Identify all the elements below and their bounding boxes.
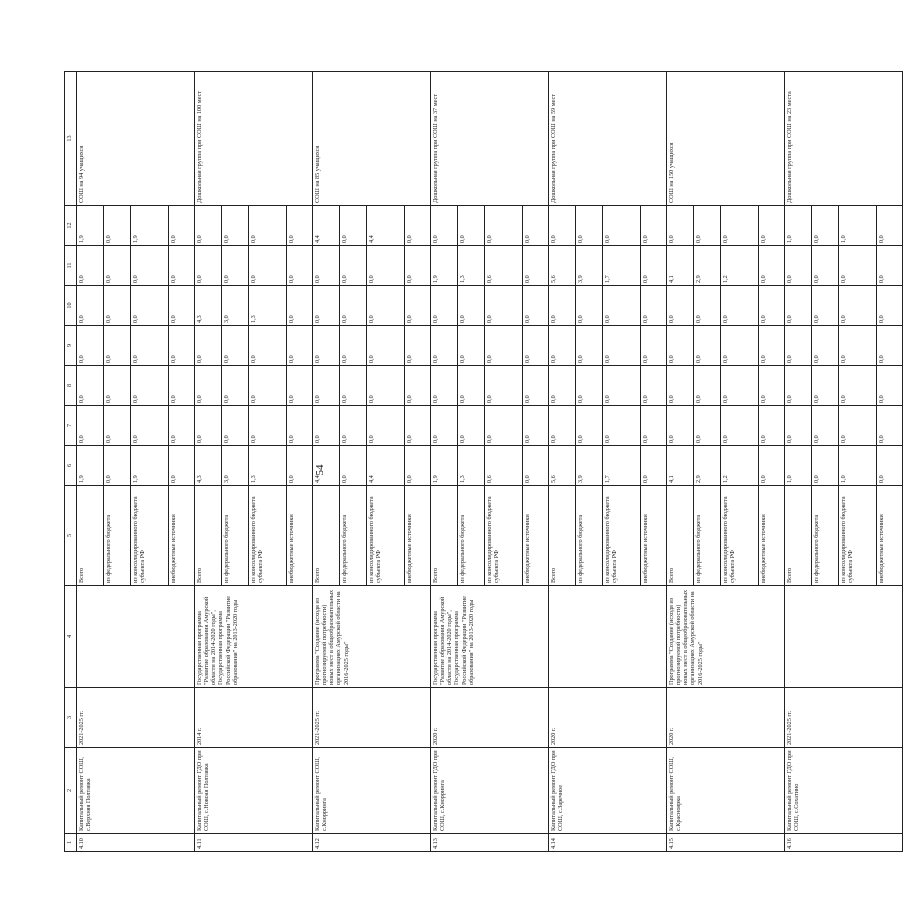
period-cell: 2014 г. — [195, 688, 313, 748]
funding-source-cell: из консолидированного бюджета субъекта РФ — [131, 486, 169, 586]
column-number: 3 — [65, 688, 77, 748]
value-cell: 0,0 — [603, 326, 641, 366]
value-cell: 0,0 — [131, 286, 169, 326]
program-cell: Программа "Создание (исходя из прогнозируемой потребности) новых мест в общеобразовательных организациях Амурской области на 2016-2025 годы" — [313, 586, 431, 688]
note-cell: СОШ на 94 учащихся — [77, 72, 195, 206]
value-cell: 0,0 — [485, 366, 523, 406]
value-cell: 0,0 — [523, 286, 549, 326]
value-cell: 1,3 — [249, 446, 287, 486]
program-cell: Государственная программа "Развитие образования Амурской области на 2014-2020 годы", Государственная программа Российской Федерации "Развитие образования" на 2013-2020 годы — [195, 586, 313, 688]
column-number: 4 — [65, 586, 77, 688]
object-name-cell: Капитальный ремонт ГДО при СОШ, с.Кнорринга — [431, 748, 549, 834]
value-cell: 0,0 — [759, 286, 785, 326]
value-cell: 0,0 — [104, 366, 131, 406]
value-cell: 0,0 — [431, 406, 458, 446]
value-cell: 3,9 — [576, 246, 603, 286]
value-cell: 0,0 — [313, 326, 340, 366]
value-cell: 0,0 — [405, 446, 431, 486]
value-cell: 0,0 — [367, 326, 405, 366]
value-cell: 0,0 — [812, 406, 839, 446]
period-cell: 2021-2025 гг. — [77, 688, 195, 748]
value-cell: 0,0 — [523, 326, 549, 366]
value-cell: 0,0 — [431, 286, 458, 326]
item-number-cell: 4.13 — [431, 834, 549, 852]
rotated-landscape-table-page — [64, 72, 885, 852]
period-cell: 2020 г. — [549, 688, 667, 748]
value-cell: 0,0 — [667, 206, 694, 246]
value-cell: 0,0 — [77, 246, 104, 286]
value-cell: 0,0 — [104, 286, 131, 326]
funding-source-cell: внебюджетные источники — [287, 486, 313, 586]
value-cell: 0,0 — [839, 326, 877, 366]
item-number-cell: 4.12 — [313, 834, 431, 852]
column-number: 5 — [65, 486, 77, 586]
value-cell: 0,0 — [812, 246, 839, 286]
value-cell: 0,0 — [485, 326, 523, 366]
value-cell: 0,0 — [485, 286, 523, 326]
value-cell: 0,0 — [249, 206, 287, 246]
value-cell: 0,0 — [104, 246, 131, 286]
column-number: 8 — [65, 366, 77, 406]
value-cell: 0,0 — [340, 446, 367, 486]
value-cell: 0,0 — [759, 326, 785, 366]
column-number: 1 — [65, 834, 77, 852]
value-cell: 0,0 — [104, 406, 131, 446]
value-cell: 0,0 — [603, 366, 641, 406]
value-cell: 1,2 — [721, 446, 759, 486]
value-cell: 3,0 — [222, 286, 249, 326]
value-cell: 0,0 — [603, 286, 641, 326]
value-cell: 0,0 — [667, 286, 694, 326]
value-cell: 0,0 — [576, 406, 603, 446]
value-cell: 0,0 — [759, 246, 785, 286]
value-cell: 1,9 — [77, 446, 104, 486]
value-cell: 0,0 — [287, 246, 313, 286]
value-cell: 0,0 — [759, 446, 785, 486]
value-cell: 0,0 — [405, 406, 431, 446]
item-number-cell: 4.16 — [785, 834, 903, 852]
table-row — [77, 72, 104, 852]
value-cell: 1,2 — [721, 246, 759, 286]
value-cell: 0,0 — [222, 206, 249, 246]
value-cell: 0,0 — [641, 406, 667, 446]
value-cell: 0,0 — [195, 206, 222, 246]
value-cell: 0,0 — [877, 326, 903, 366]
value-cell: 0,0 — [523, 406, 549, 446]
value-cell: 0,0 — [458, 366, 485, 406]
value-cell: 0,0 — [313, 366, 340, 406]
value-cell: 0,0 — [104, 326, 131, 366]
funding-source-cell: внебюджетные источники — [405, 486, 431, 586]
value-cell: 0,0 — [287, 406, 313, 446]
value-cell: 0,0 — [340, 246, 367, 286]
value-cell: 0,0 — [576, 326, 603, 366]
value-cell: 0,0 — [785, 406, 812, 446]
funding-source-cell: Всего — [667, 486, 694, 586]
value-cell: 0,0 — [694, 366, 721, 406]
value-cell: 0,0 — [721, 366, 759, 406]
value-cell: 0,0 — [549, 206, 576, 246]
value-cell: 0,0 — [431, 206, 458, 246]
value-cell: 0,6 — [485, 446, 523, 486]
value-cell: 0,0 — [340, 366, 367, 406]
funding-source-cell: внебюджетные источники — [759, 486, 785, 586]
funding-source-cell: из федерального бюджета — [340, 486, 367, 586]
value-cell: 4,1 — [667, 446, 694, 486]
value-cell: 4,1 — [667, 246, 694, 286]
funding-source-cell: из консолидированного бюджета субъекта РФ — [721, 486, 759, 586]
value-cell: 0,0 — [458, 406, 485, 446]
funding-source-cell: из федерального бюджета — [576, 486, 603, 586]
value-cell: 0,0 — [694, 406, 721, 446]
funding-source-cell: из федерального бюджета — [222, 486, 249, 586]
program-cell — [77, 586, 195, 688]
value-cell: 0,0 — [641, 286, 667, 326]
value-cell: 0,0 — [287, 286, 313, 326]
period-cell: 2020 г. — [431, 688, 549, 748]
table-row — [431, 72, 458, 852]
value-cell: 0,0 — [641, 326, 667, 366]
value-cell: 0,0 — [694, 286, 721, 326]
value-cell: 0,0 — [313, 406, 340, 446]
funding-source-cell: внебюджетные источники — [169, 486, 195, 586]
note-cell: Дошкольная группа при СОШ на 100 мест — [195, 72, 313, 206]
value-cell: 1,7 — [603, 246, 641, 286]
value-cell: 0,0 — [131, 366, 169, 406]
value-cell: 0,0 — [169, 446, 195, 486]
value-cell: 0,0 — [721, 206, 759, 246]
value-cell: 0,0 — [641, 246, 667, 286]
value-cell: 0,0 — [249, 246, 287, 286]
value-cell: 0,0 — [641, 206, 667, 246]
value-cell: 0,0 — [523, 446, 549, 486]
value-cell: 0,0 — [169, 286, 195, 326]
value-cell: 0,0 — [549, 406, 576, 446]
value-cell: 0,6 — [485, 246, 523, 286]
value-cell: 4,4 — [313, 446, 340, 486]
value-cell: 0,0 — [195, 326, 222, 366]
funding-source-cell: из федерального бюджета — [104, 486, 131, 586]
value-cell: 0,0 — [340, 406, 367, 446]
funding-source-cell: Всего — [431, 486, 458, 586]
value-cell: 0,0 — [104, 446, 131, 486]
value-cell: 0,0 — [222, 246, 249, 286]
value-cell: 0,0 — [249, 406, 287, 446]
value-cell: 0,0 — [287, 366, 313, 406]
value-cell: 0,0 — [222, 326, 249, 366]
funding-source-cell: Всего — [549, 486, 576, 586]
program-cell: Государственная программа "Развитие образования Амурской области на 2014-2020 годы", Государственная программа Российской Федерации "Развитие образования" на 2013-2020 годы — [431, 586, 549, 688]
value-cell: 0,0 — [721, 326, 759, 366]
funding-source-cell: из федерального бюджета — [694, 486, 721, 586]
item-number-cell: 4.10 — [77, 834, 195, 852]
value-cell: 0,0 — [877, 206, 903, 246]
value-cell: 0,0 — [249, 366, 287, 406]
value-cell: 0,0 — [77, 366, 104, 406]
object-name-cell: Капитальный ремонт СОШ, с.Кнорринга — [313, 748, 431, 834]
value-cell: 0,0 — [641, 366, 667, 406]
value-cell: 0,0 — [77, 286, 104, 326]
value-cell: 0,0 — [812, 206, 839, 246]
value-cell: 0,0 — [667, 366, 694, 406]
table-body — [77, 72, 903, 852]
value-cell: 0,0 — [131, 246, 169, 286]
value-cell: 0,0 — [839, 406, 877, 446]
value-cell: 0,0 — [458, 286, 485, 326]
value-cell: 0,0 — [523, 206, 549, 246]
column-number: 11 — [65, 246, 77, 286]
value-cell: 0,0 — [759, 206, 785, 246]
value-cell: 0,0 — [367, 246, 405, 286]
value-cell: 0,0 — [576, 286, 603, 326]
value-cell: 0,0 — [287, 206, 313, 246]
value-cell: 0,0 — [694, 206, 721, 246]
funding-source-cell: из консолидированного бюджета субъекта РФ — [249, 486, 287, 586]
value-cell: 0,0 — [785, 366, 812, 406]
funding-source-cell: из консолидированного бюджета субъекта РФ — [603, 486, 641, 586]
value-cell: 0,0 — [405, 326, 431, 366]
value-cell: 0,0 — [485, 206, 523, 246]
object-name-cell: Капитальный ремонт СОШ, с.Верхняя Полтавка — [77, 748, 195, 834]
funding-source-cell: Всего — [313, 486, 340, 586]
period-cell: 2021-2025 гг. — [313, 688, 431, 748]
value-cell: 0,0 — [195, 406, 222, 446]
value-cell: 0,0 — [785, 286, 812, 326]
value-cell: 0,0 — [169, 366, 195, 406]
value-cell: 0,0 — [169, 406, 195, 446]
table-row — [195, 72, 222, 852]
value-cell: 0,0 — [287, 326, 313, 366]
financing-table — [64, 71, 903, 852]
value-cell: 1,0 — [839, 206, 877, 246]
value-cell: 1,3 — [458, 446, 485, 486]
column-number: 2 — [65, 748, 77, 834]
value-cell: 0,0 — [523, 366, 549, 406]
value-cell: 0,0 — [195, 246, 222, 286]
funding-source-cell: из федерального бюджета — [812, 486, 839, 586]
value-cell: 0,0 — [641, 446, 667, 486]
note-cell: Дошкольная группа при СОШ на 23 места — [785, 72, 903, 206]
note-cell: Дошкольная группа при СОШ на 37 мест — [431, 72, 549, 206]
value-cell: 0,0 — [340, 326, 367, 366]
value-cell: 0,0 — [785, 246, 812, 286]
value-cell: 0,0 — [222, 406, 249, 446]
funding-source-cell: внебюджетные источники — [641, 486, 667, 586]
value-cell: 0,0 — [759, 366, 785, 406]
value-cell: 5,6 — [549, 446, 576, 486]
column-number: 13 — [65, 72, 77, 206]
value-cell: 1,9 — [431, 446, 458, 486]
object-name-cell: Капитальный ремонт СОШ, с.Красноярка — [667, 748, 785, 834]
value-cell: 1,3 — [458, 246, 485, 286]
value-cell: 0,0 — [313, 246, 340, 286]
value-cell: 0,0 — [839, 286, 877, 326]
value-cell: 0,0 — [405, 206, 431, 246]
value-cell: 0,0 — [603, 206, 641, 246]
value-cell: 0,0 — [694, 326, 721, 366]
value-cell: 0,0 — [77, 406, 104, 446]
value-cell: 0,0 — [77, 326, 104, 366]
item-number-cell: 4.14 — [549, 834, 667, 852]
funding-source-cell: Всего — [195, 486, 222, 586]
table-row — [549, 72, 576, 852]
program-cell: Программа "Создание (исходя из прогнозируемой потребности) новых мест в общеобразовательных организациях Амурской области на 2016-2025 годы" — [667, 586, 785, 688]
value-cell: 0,0 — [405, 286, 431, 326]
value-cell: 0,0 — [195, 366, 222, 406]
value-cell: 0,0 — [667, 406, 694, 446]
note-cell: СОШ на 85 учащихся — [313, 72, 431, 206]
funding-source-cell: из федерального бюджета — [458, 486, 485, 586]
value-cell: 0,0 — [249, 326, 287, 366]
value-cell: 0,0 — [222, 366, 249, 406]
value-cell: 3,0 — [222, 446, 249, 486]
value-cell: 0,0 — [721, 286, 759, 326]
value-cell: 0,0 — [549, 286, 576, 326]
value-cell: 1,0 — [839, 446, 877, 486]
value-cell: 0,0 — [431, 366, 458, 406]
value-cell: 0,0 — [169, 246, 195, 286]
funding-source-cell: из консолидированного бюджета субъекта РФ — [839, 486, 877, 586]
value-cell: 0,0 — [576, 206, 603, 246]
value-cell: 0,0 — [812, 366, 839, 406]
column-number: 7 — [65, 406, 77, 446]
value-cell: 4,4 — [313, 206, 340, 246]
value-cell: 4,3 — [195, 446, 222, 486]
object-name-cell: Капитальный ремонт ГДО при СОШ, с.Новоая Полтавка — [195, 748, 313, 834]
value-cell: 0,0 — [405, 366, 431, 406]
program-cell — [785, 586, 903, 688]
funding-source-cell: из консолидированного бюджета субъекта РФ — [485, 486, 523, 586]
column-number: 10 — [65, 286, 77, 326]
item-number-cell: 4.15 — [667, 834, 785, 852]
value-cell: 0,0 — [169, 206, 195, 246]
value-cell: 0,0 — [313, 286, 340, 326]
column-number: 6 — [65, 446, 77, 486]
value-cell: 1,0 — [785, 206, 812, 246]
value-cell: 1,3 — [249, 286, 287, 326]
value-cell: 0,0 — [549, 326, 576, 366]
object-name-cell: Капитальный ремонт ГДО при СОШ, с.Сохатино — [785, 748, 903, 834]
value-cell: 0,0 — [340, 206, 367, 246]
value-cell: 0,0 — [340, 286, 367, 326]
value-cell: 3,9 — [576, 446, 603, 486]
value-cell: 4,4 — [367, 446, 405, 486]
value-cell: 0,0 — [877, 286, 903, 326]
value-cell: 4,3 — [195, 286, 222, 326]
funding-source-cell: из консолидированного бюджета субъекта РФ — [367, 486, 405, 586]
item-number-cell: 4.11 — [195, 834, 313, 852]
value-cell: 0,0 — [576, 366, 603, 406]
value-cell: 0,0 — [458, 206, 485, 246]
value-cell: 1,0 — [785, 446, 812, 486]
funding-source-cell: внебюджетные источники — [523, 486, 549, 586]
value-cell: 0,0 — [131, 326, 169, 366]
value-cell: 4,4 — [367, 206, 405, 246]
value-cell: 1,9 — [431, 246, 458, 286]
value-cell: 0,0 — [812, 446, 839, 486]
object-name-cell: Капитальный ремонт ГДО при СОШ, с.Заречное — [549, 748, 667, 834]
value-cell: 0,0 — [523, 246, 549, 286]
note-cell: Дошкольная группа при СОШ на 59 мест — [549, 72, 667, 206]
value-cell: 0,0 — [812, 326, 839, 366]
value-cell: 0,0 — [759, 406, 785, 446]
table-row — [667, 72, 694, 852]
value-cell: 0,0 — [603, 406, 641, 446]
value-cell: 1,9 — [77, 206, 104, 246]
page-number: 54 — [314, 464, 326, 476]
value-cell: 0,0 — [667, 326, 694, 366]
value-cell: 0,0 — [131, 406, 169, 446]
value-cell: 0,0 — [431, 326, 458, 366]
value-cell: 0,0 — [169, 326, 195, 366]
value-cell: 0,0 — [485, 406, 523, 446]
program-cell — [549, 586, 667, 688]
funding-source-cell: Всего — [785, 486, 812, 586]
table-row — [313, 72, 340, 852]
value-cell: 2,9 — [694, 446, 721, 486]
funding-source-cell: Всего — [77, 486, 104, 586]
value-cell: 0,0 — [367, 366, 405, 406]
value-cell: 2,9 — [694, 246, 721, 286]
value-cell: 5,6 — [549, 246, 576, 286]
column-number: 9 — [65, 326, 77, 366]
funding-source-cell: внебюджетные источники — [877, 486, 903, 586]
value-cell: 0,0 — [405, 246, 431, 286]
value-cell: 0,0 — [839, 366, 877, 406]
value-cell: 0,0 — [877, 406, 903, 446]
value-cell: 0,0 — [839, 246, 877, 286]
value-cell: 0,0 — [458, 326, 485, 366]
period-cell: 2021-2025 гг. — [785, 688, 903, 748]
table-row — [785, 72, 812, 852]
value-cell: 1,9 — [131, 206, 169, 246]
value-cell: 0,0 — [287, 446, 313, 486]
value-cell: 0,0 — [877, 246, 903, 286]
value-cell: 0,0 — [877, 366, 903, 406]
value-cell: 0,0 — [549, 366, 576, 406]
value-cell: 1,9 — [131, 446, 169, 486]
column-number: 12 — [65, 206, 77, 246]
period-cell: 2020 г. — [667, 688, 785, 748]
value-cell: 0,0 — [812, 286, 839, 326]
value-cell: 0,0 — [367, 406, 405, 446]
value-cell: 0,0 — [785, 326, 812, 366]
value-cell: 1,7 — [603, 446, 641, 486]
value-cell: 0,0 — [721, 406, 759, 446]
value-cell: 0,0 — [877, 446, 903, 486]
value-cell: 0,0 — [367, 286, 405, 326]
note-cell: СОШ на 150 учащихся — [667, 72, 785, 206]
value-cell: 0,0 — [104, 206, 131, 246]
column-number-row — [65, 72, 77, 852]
